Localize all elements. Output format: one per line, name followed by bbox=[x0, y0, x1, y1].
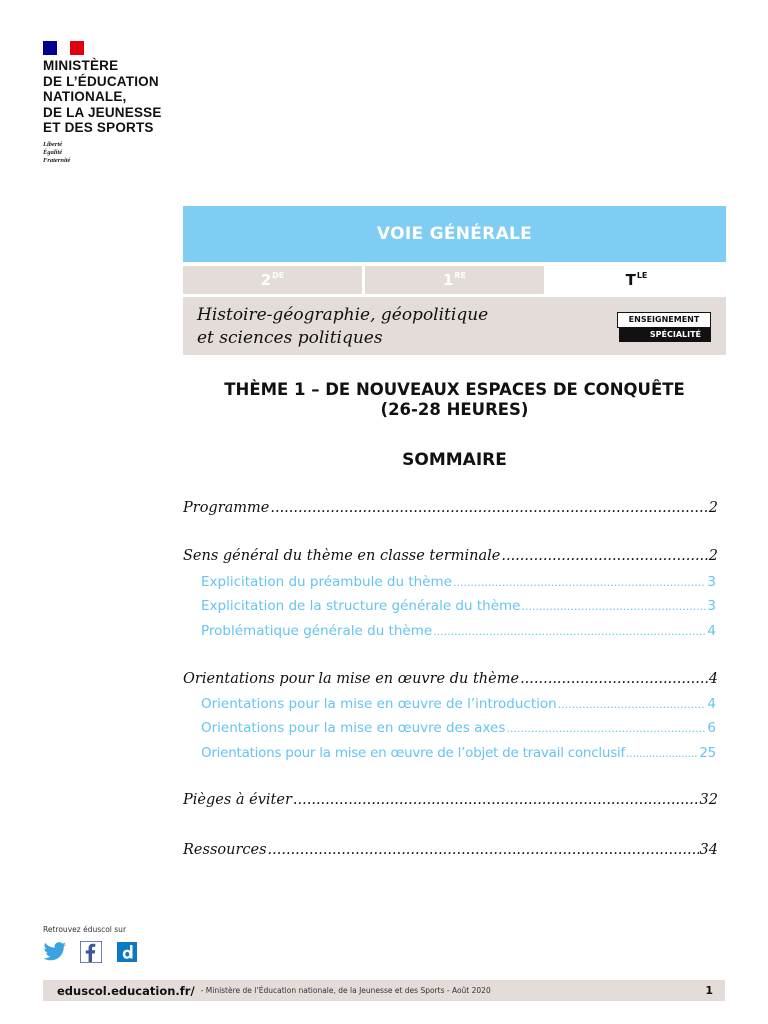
voie-title: VOIE GÉNÉRALE bbox=[376, 224, 533, 244]
social-caption: Retrouvez éduscol sur bbox=[43, 925, 127, 934]
level-terminale bbox=[547, 266, 726, 294]
subject-band bbox=[183, 297, 726, 355]
toc-label: Orientations pour la mise en œuvre des axes bbox=[201, 720, 506, 736]
toc-page: 34 bbox=[699, 842, 718, 858]
ministry-logo bbox=[43, 41, 203, 165]
tag-enseignement: ENSEIGNEMENT bbox=[617, 312, 711, 328]
level-main: 1 bbox=[442, 271, 454, 289]
toc-page: 4 bbox=[707, 623, 716, 639]
toc-leader bbox=[626, 747, 698, 760]
motto-line: Liberté bbox=[43, 140, 63, 148]
toc-entry[interactable] bbox=[183, 548, 718, 564]
toc-entry[interactable] bbox=[183, 842, 718, 858]
footer-credit: - Ministère de l’Éducation nationale, de la Jeunesse et des Sports - Août 2020 bbox=[200, 986, 491, 995]
toc-entry[interactable] bbox=[183, 792, 718, 808]
level-sup: RE bbox=[454, 270, 467, 280]
french-flag-icon bbox=[43, 41, 84, 55]
level-sup: LE bbox=[636, 270, 648, 280]
toc-label: Explicitation de la structure générale du thème bbox=[201, 598, 521, 614]
social-links bbox=[43, 940, 139, 964]
level-main: T bbox=[625, 271, 636, 289]
toc-leader bbox=[453, 576, 706, 589]
toc-page: 6 bbox=[707, 720, 716, 736]
toc-label: Orientations pour la mise en œuvre du thème bbox=[183, 671, 520, 687]
toc-leader bbox=[506, 722, 706, 735]
toc-leader bbox=[270, 500, 707, 516]
level-tabs bbox=[183, 266, 726, 294]
toc-page: 32 bbox=[699, 792, 718, 808]
footer-bar bbox=[43, 980, 725, 1001]
level-main: 2 bbox=[260, 271, 272, 289]
motto-line: Fraternité bbox=[43, 156, 71, 164]
toc-leader bbox=[433, 625, 706, 638]
toc-label: Sens général du thème en classe terminale bbox=[183, 548, 501, 564]
toc-subentry[interactable] bbox=[201, 720, 716, 736]
toc-leader bbox=[293, 792, 699, 808]
toc-page: 25 bbox=[699, 745, 716, 761]
theme-hours: (26-28 HEURES) bbox=[380, 400, 529, 419]
toc-page: 3 bbox=[707, 598, 716, 614]
ministry-line: NATIONALE, bbox=[43, 89, 127, 104]
level-sup: DE bbox=[272, 270, 285, 280]
subject-line: et sciences politiques bbox=[197, 328, 383, 348]
theme-heading bbox=[183, 380, 726, 420]
subject-line: Histoire-géographie, géopolitique bbox=[197, 305, 489, 325]
toc-entry[interactable] bbox=[183, 671, 718, 687]
toc-label: Programme bbox=[183, 500, 270, 516]
subject-title bbox=[197, 304, 597, 350]
toc-label: Pièges à éviter bbox=[183, 792, 292, 808]
ministry-name bbox=[43, 58, 203, 136]
toc-leader bbox=[501, 548, 707, 564]
toc-page: 3 bbox=[707, 574, 716, 590]
ministry-line: DE L’ÉDUCATION bbox=[43, 73, 159, 89]
facebook-icon[interactable] bbox=[79, 940, 103, 964]
republic-motto bbox=[43, 141, 203, 165]
toc-subentry[interactable] bbox=[201, 574, 716, 590]
toc-label: Orientations pour la mise en œuvre de l’objet de travail conclusif bbox=[201, 745, 625, 761]
footer-site-link[interactable]: eduscol.education.fr/ bbox=[57, 983, 195, 998]
ministry-line: DE LA JEUNESSE bbox=[43, 104, 162, 120]
toc-leader bbox=[558, 698, 707, 711]
twitter-icon[interactable] bbox=[43, 940, 67, 964]
motto-line: Égalité bbox=[43, 148, 63, 156]
theme-line: THÈME 1 – DE NOUVEAUX ESPACES DE CONQUÊTE bbox=[224, 380, 685, 399]
toc-page: 2 bbox=[708, 548, 718, 564]
toc-label: Problématique générale du thème bbox=[201, 623, 433, 639]
toc-subentry[interactable] bbox=[201, 745, 716, 761]
page-number: 1 bbox=[705, 984, 713, 997]
toc-leader bbox=[521, 600, 706, 613]
toc-leader bbox=[520, 671, 708, 687]
toc-leader bbox=[268, 842, 699, 858]
toc-subentry[interactable] bbox=[201, 696, 716, 712]
toc-entry[interactable] bbox=[183, 500, 718, 516]
toc-page: 4 bbox=[707, 696, 716, 712]
dailymotion-icon[interactable] bbox=[115, 940, 139, 964]
toc-subentry[interactable] bbox=[201, 623, 716, 639]
toc-subentry[interactable] bbox=[201, 598, 716, 614]
level-premiere bbox=[365, 266, 544, 294]
sommaire-title: SOMMAIRE bbox=[402, 450, 507, 470]
toc-label: Ressources bbox=[183, 842, 267, 858]
ministry-line: ET DES SPORTS bbox=[43, 120, 154, 135]
toc-label: Explicitation du préambule du thème bbox=[201, 574, 452, 590]
toc-label: Orientations pour la mise en œuvre de l’introduction bbox=[201, 696, 557, 712]
tag-specialite: SPÉCIALITÉ bbox=[619, 328, 711, 342]
level-seconde bbox=[183, 266, 362, 294]
toc-page: 2 bbox=[708, 500, 718, 516]
toc-page: 4 bbox=[708, 671, 718, 687]
ministry-line: MINISTÈRE bbox=[43, 58, 119, 73]
voie-banner bbox=[183, 206, 726, 262]
